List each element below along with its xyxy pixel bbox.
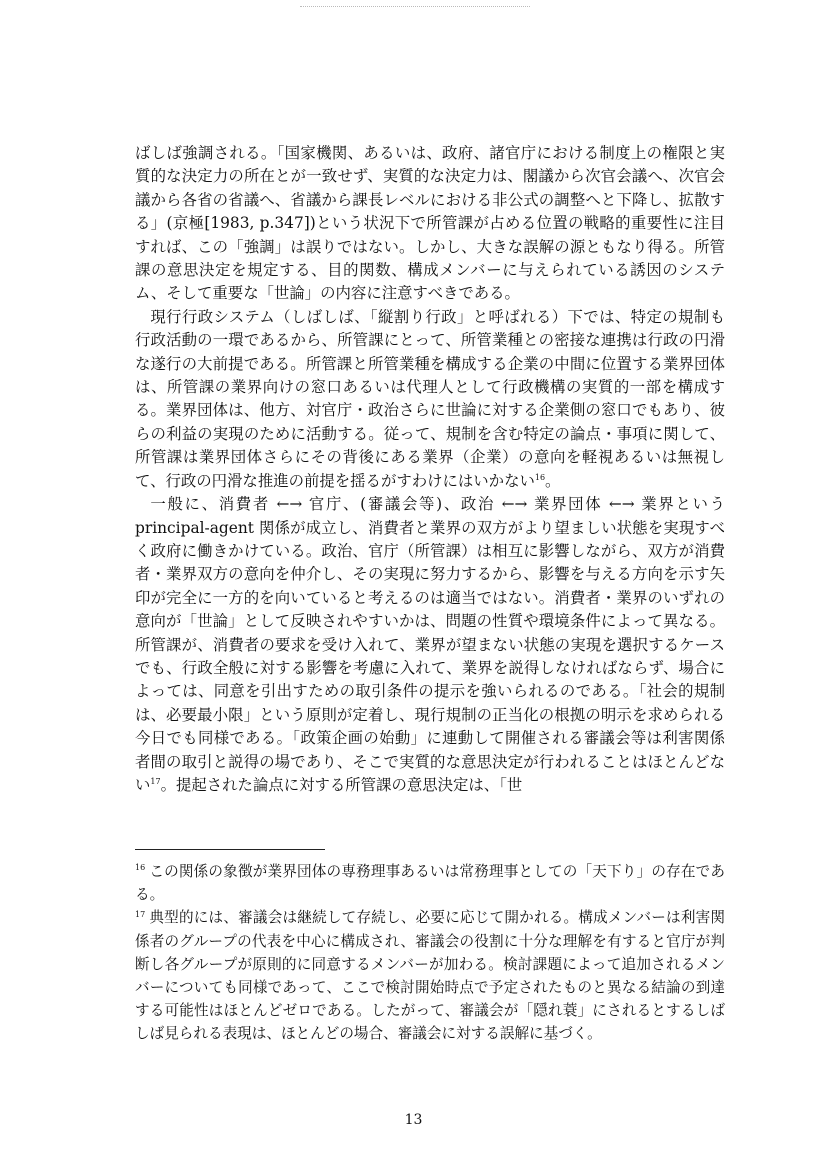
footnote-ref-16: 16 [534,472,546,482]
paragraph-1-text: ばしば強調される。「国家機関、あるいは、政府、諸官庁における制度上の権限と実質的な決定力の所在とが一致せず、実質的な決定力は、閣議から次官会議へ、次官会議から各省の省議へ、省議から課長レベルにおける非公式の調整へと下降し、拡散する」(京極[1983, p.347])という状況下で所管課が占める位置の戦略的重要性に注目すれば、この「強調」は誤りではない。しかし、大きな誤解の源ともなり得る。所管課の意思決定を規定する、目的関数、構成メンバーに与えられている誘因のシステム、そして重要な「世論」の内容に注意すべきである。 [135,144,725,303]
main-body-text [135,142,725,797]
footnote-16 [135,860,725,906]
footnote-17 [135,906,725,1045]
paragraph-3-text: 一般に、消費者 ←→ 官庁、(審議会等)、政治 ←→ 業界団体 ←→ 業界という principal-agent 関係が成立し、消費者と業界の双方がより望ましい状態を実現すべく政府に働きかけている。政治、官庁（所管課）は相互に影響しながら、双方が消費者・業界双方の意向を仲介し、その実現に努力するから、影響を与える方向を示す矢印が完全に一方的を向いていると考えるのは適当ではない。消費者・業界のいずれの意向が「世論」として反映されやすいかは、問題の性質や環境条件によって異なる。所管課が、消費者の要求を受け入れて、業界が望まない状態の実現を選択するケースでも、行政全般に対する影響を考慮に入れて、業界を説得しなければならず、場合によっては、同意を引出すための取引条件の提示を強いられるのである。「社会的規制は、必要最小限」という原則が定着し、現行規制の正当化の根拠の明示を求められる今日でも同様である。「政策企画の始動」に連動して開催される審議会等は利害関係者間の取引と説得の場であり、そこで実質的な意思決定が行われることはほとんどない [135,495,725,794]
paragraph-3-tail: 。提起された論点に対する所管課の意思決定は、「世 [160,775,523,794]
footnote-mark: 16 [135,863,146,873]
footnote-mark: 17 [135,909,146,919]
paragraph-2-text: 現行行政システム（しばしば、「縦割り行政」と呼ばれる）下では、特定の規制も行政活動の一環であるから、所管課にとって、所管業種との密接な連携は行政の円滑な遂行の大前提である。所管課と所管業種を構成する企業の中間に位置する業界団体は、所管課の業界向けの窓口あるいは代理人として行政機構の実質的一部を構成する。業界団体は、他方、対官庁・政治さらに世論に対する企業側の窓口でもあり、彼らの利益の実現のために活動する。従って、規制を含む特定の論点・事項に関して、所管課は業界団体さらにその背後にある業界（企業）の意向を軽視あるいは無視して、行政の円滑な推進の前提を揺るがすわけにはいかない [135,307,725,490]
page-number: 13 [404,1112,423,1128]
footnote-text: この関係の象徴が業界団体の専務理事あるいは常務理事としての「天下り」の存在である。 [135,863,725,904]
footnote-text: 典型的には、審議会は継続して存続し、必要に応じて開かれる。構成メンバーは利害関係者のグループの代表を中心に構成され、審議会の役割に十分な理解を有すると官庁が判断し各グループが原則的に同意するメンバーが加わる。検討課題によって追加されるメンバーについても同様であって、ここで検討開始時点で予定されたものと異なる結論の到達する可能性はほとんどゼロである。したがって、審議会が「隠れ蓑」にされるとするしばしば見られる表現は、ほとんどの場合、審議会に対する誤解に基づく。 [135,909,725,1043]
paragraph-2: 現行行政システム（しばしば、「縦割り行政」と呼ばれる）下では、特定の規制も行政活動の一環であるから、所管課にとって、所管業種との密接な連携は行政の円滑な遂行の大前提である。所管課と所管業種を構成する企業の中間に位置する業界団体は、所管課の業界向けの窓口あるいは代理人として行政機構の実質的一部を構成する。業界団体は、他方、対官庁・政治さらに世論に対する企業側の窓口でもあり、彼らの利益の実現のために活動する。従って、規制を含む特定の論点・事項に関して、所管課は業界団体さらにその背後にある業界（企業）の意向を軽視あるいは無視して、行政の円滑な推進の前提を揺るがすわけにはいかない$^{16}$。 [135,307,725,490]
footnote-ref-17: 17 [150,776,161,786]
paragraph-3 [135,493,725,797]
header-dotted-line [300,6,530,7]
footnote-separator [135,849,325,850]
footnotes [135,860,725,1046]
paragraph-1 [135,142,725,306]
